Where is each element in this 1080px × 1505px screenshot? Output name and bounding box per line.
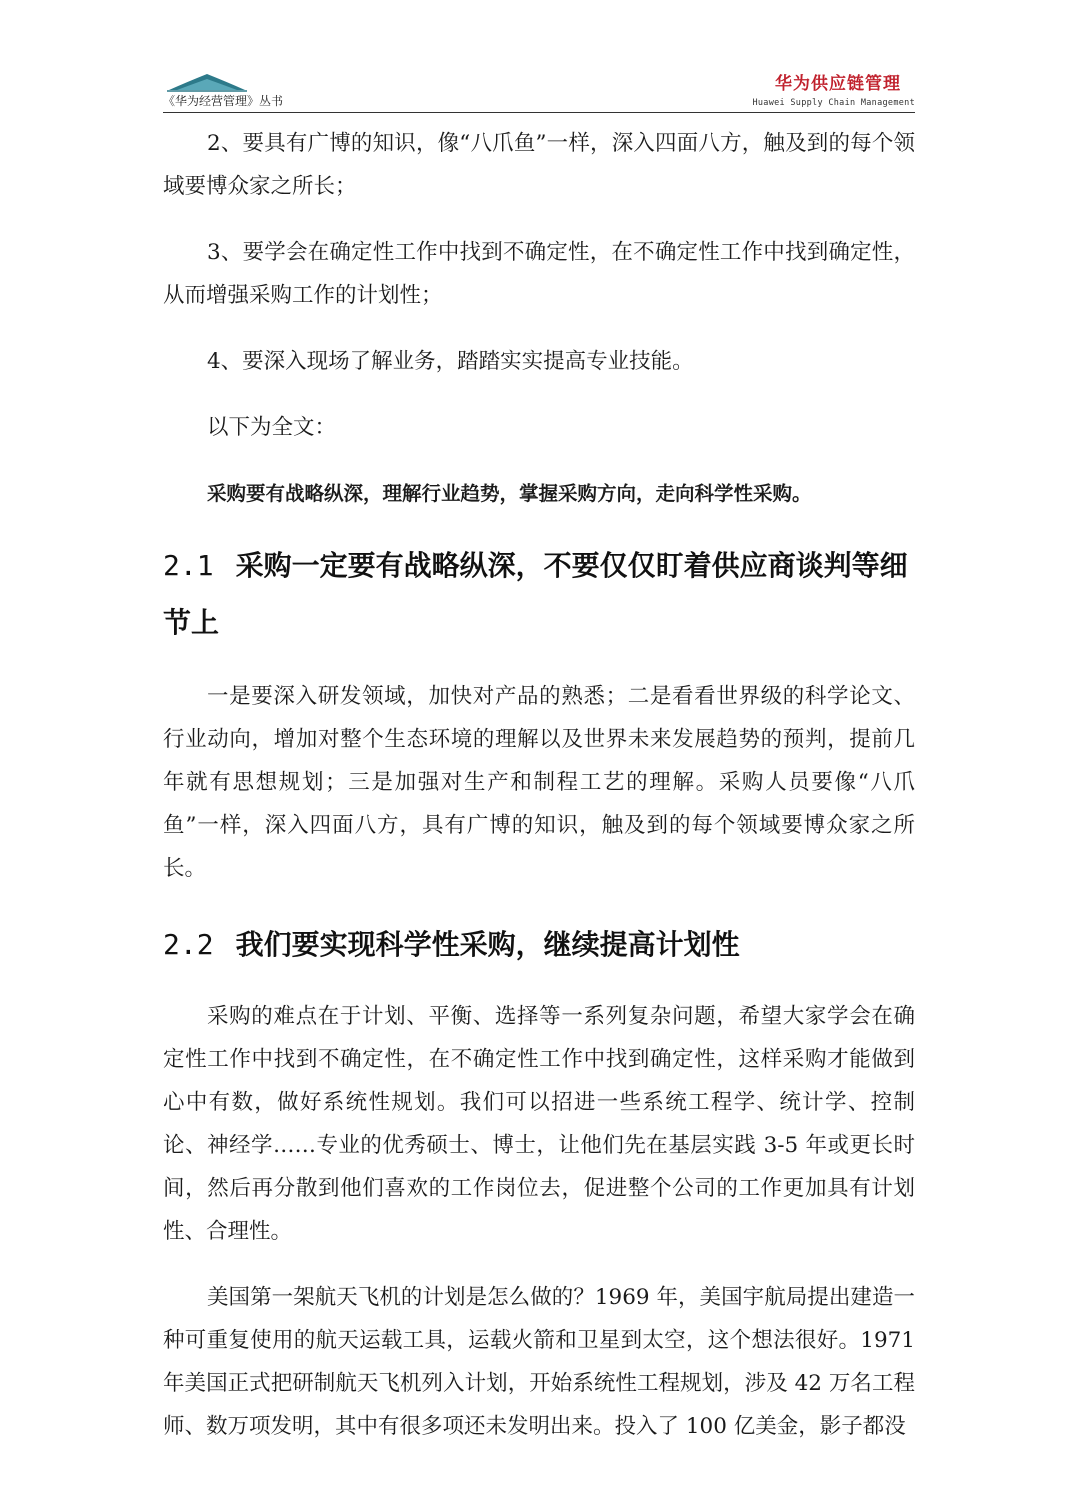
section-heading-2-1 xyxy=(163,537,915,651)
page-header xyxy=(163,64,915,114)
list-item-2: 2、要具有广博的知识，像“八爪鱼”一样，深入四面八方，触及到的每个领域要博众家之所长； xyxy=(163,131,915,199)
bold-summary: 采购要有战略纵深，理解行业趋势，掌握采购方向，走向科学性采购。 xyxy=(207,482,812,505)
mountain-logo-icon xyxy=(167,70,247,92)
section-title: 我们要实现科学性采购，继续提高计划性 xyxy=(235,928,740,961)
list-item-3: 3、要学会在确定性工作中找到不确定性，在不确定性工作中找到确定性，从而增强采购工作的计划性； xyxy=(163,240,915,308)
section-2-1-body: 一是要深入研发领域，加快对产品的熟悉；二是看看世界级的科学论文、行业动向，增加对整个生态环境的理解以及世界未来发展趋势的预判，提前几年就有思想规划；三是加强对生产和制程工艺的理解。采购人员要像“八爪鱼”一样，深入四面八方，具有广博的知识，触及到的每个领域要博众家之所长。 xyxy=(163,684,915,881)
section-2-2-body-1: 采购的难点在于计划、平衡、选择等一系列复杂问题，希望大家学会在确定性工作中找到不确定性，在不确定性工作中找到确定性，这样采购才能做到心中有数，做好系统性规划。我们可以招进一些系统工程学、统计学、控制论、神经学……专业的优秀硕士、博士，让他们先在基层实践 3-5 年或更长时间，然后再分散到他们喜欢的工作岗位去，促进整个公司的工作更加具有计划性、合理性。 xyxy=(163,1004,915,1244)
section-2-2-body-2: 美国第一架航天飞机的计划是怎么做的？1969 年，美国宇航局提出建造一种可重复使用的航天运载工具，运载火箭和卫星到太空，这个想法很好。1971 年美国正式把研制航天飞机列入计划，开始系统性工程规划，涉及 42 万名工程师、数万项发明，其中有很多项还未发明出来。投入了 100 亿美金，影子都没 xyxy=(163,1285,915,1439)
section-number: 2.2 xyxy=(163,928,214,961)
header-divider xyxy=(163,112,915,113)
section-number: 2.1 xyxy=(163,549,214,582)
fulltext-intro: 以下为全文： xyxy=(207,415,337,440)
series-title: 《华为经营管理》丛书 xyxy=(163,94,284,108)
brand-subtitle: Huawei Supply Chain Management xyxy=(752,98,915,108)
section-title: 采购一定要有战略纵深，不要仅仅盯着供应商谈判等细节上 xyxy=(163,549,908,639)
section-heading-2-2 xyxy=(163,916,915,973)
brand-title: 华为供应链管理 xyxy=(775,74,901,94)
list-item-4: 4、要深入现场了解业务，踏踏实实提高专业技能。 xyxy=(207,349,694,374)
document-body xyxy=(163,122,915,1448)
